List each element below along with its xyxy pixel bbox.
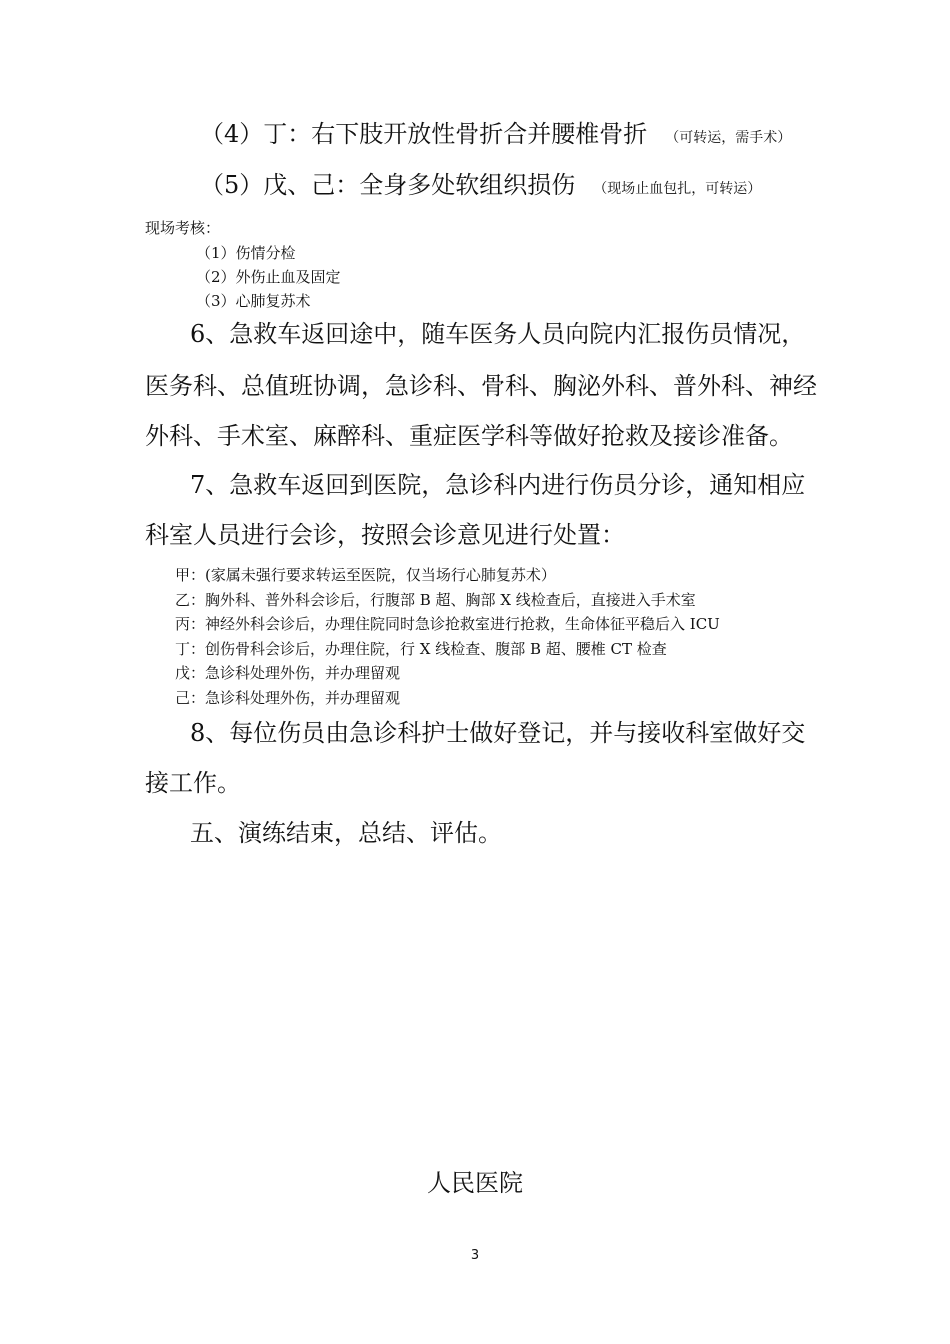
injury-text: （5）戊、己：全身多处软组织损伤 [200,171,576,199]
step6-line: 外科、手术室、麻醉科、重症医学科等做好抢救及接诊准备。 [145,422,793,450]
injury-note: （可转运，需手术） [665,130,792,146]
injury-note: （现场止血包扎，可转运） [593,181,762,197]
assessment-item: （1）伤情分检 [196,244,296,262]
injury-item-5 [200,170,761,204]
assessment-title: 现场考核： [145,219,221,237]
disposition-item: 戊：急诊科处理外伤，并办理留观 [175,664,401,682]
section-five: 五、演练结束，总结、评估。 [190,819,502,847]
step8-line: 8、每位伤员由急诊科护士做好登记，并与接收科室做好交 [190,719,806,747]
injury-item-4 [200,119,791,153]
page-number: 3 [470,1248,480,1263]
disposition-item: 甲：(家属未强行要求转运至医院，仅当场行心肺复苏术） [175,566,556,584]
step6-line: 医务科、总值班协调，急诊科、骨科、胸泌外科、普外科、神经 [145,372,817,400]
disposition-item: 己：急诊科处理外伤，并办理留观 [175,688,401,707]
disposition-list [175,563,720,710]
disposition-item: 丁：创伤骨科会诊后，办理住院，行 X 线检查、腹部 B 超、腰椎 CT 检查 [175,639,667,658]
assessment-item: （2）外伤止血及固定 [196,268,341,286]
disposition-item: 乙：胸外科、普外科会诊后，行腹部 B 超、胸部 X 线检查后，直接进入手术室 [175,590,696,609]
step6-line: 6、急救车返回途中，随车医务人员向院内汇报伤员情况， [190,320,806,348]
disposition-item: 丙：神经外科会诊后，办理住院同时急诊抢救室进行抢救，生命体征平稳后入 ICU [175,615,720,633]
step8-line: 接工作。 [145,769,241,797]
hospital-name: 人民医院 [427,1169,523,1197]
step7-line: 科室人员进行会诊，按照会诊意见进行处置： [145,521,625,549]
injury-text: （4）丁：右下肢开放性骨折合并腰椎骨折 [200,120,648,148]
assessment-item: （3）心肺复苏术 [196,292,311,310]
step7-line: 7、急救车返回到医院，急诊科内进行伤员分诊，通知相应 [190,471,806,499]
